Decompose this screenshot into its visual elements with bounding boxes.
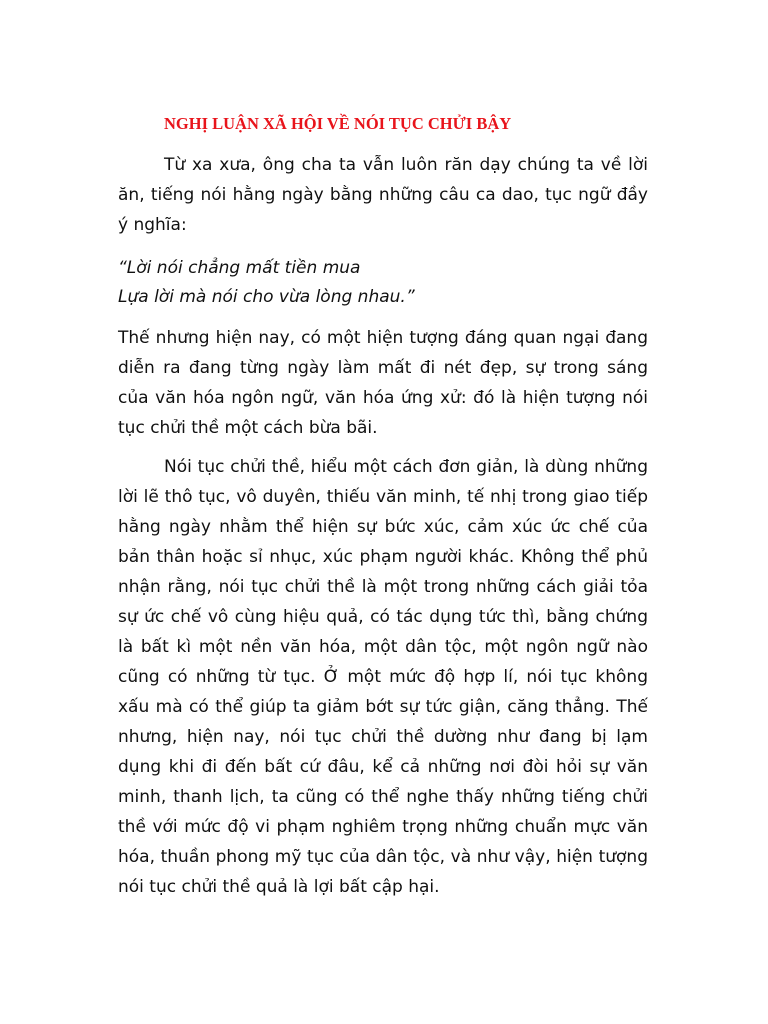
document-title: NGHỊ LUẬN XÃ HỘI VỀ NÓI TỤC CHỬI BẬY bbox=[164, 114, 512, 133]
paragraph-intro: Từ xa xưa, ông cha ta vẫn luôn răn dạy chúng ta về lời ăn, tiếng nói hằng ngày bằng những câu ca dao, tục ngữ đầy ý nghĩa: bbox=[118, 155, 648, 235]
quote-line-1: “Lời nói chẳng mất tiền mua bbox=[118, 258, 361, 278]
quote-line-2: Lựa lời mà nói cho vừa lòng nhau.” bbox=[118, 287, 415, 307]
paragraph-definition: Nói tục chửi thề, hiểu một cách đơn giản, là dùng những lời lẽ thô tục, vô duyên, thiếu văn minh, tế nhị trong giao tiếp hằng ngày nhằm thể hiện sự bức xúc, cảm xúc ức chế của bản thân hoặc sỉ nhục, xúc phạm người khác. Không thể phủ nhận rằng, nói tục chửi thề là một trong những cách giải tỏa sự ức chế vô cùng hiệu quả, có tác dụng tức thì, bằng chứng là bất kì một nền văn hóa, một dân tộc, một ngôn ngữ nào cũng có những từ tục. Ở một mức độ hợp lí, nói tục không xấu mà có thể giúp ta giảm bớt sự tức giận, căng thẳng. Thế nhưng, hiện nay, nói tục chửi thề dường như đang bị lạm dụng khi đi đến bất cứ đâu, kể cả những nơi đòi hỏi sự văn minh, thanh lịch, ta cũng có thể nghe thấy những tiếng chửi thề với mức độ vi phạm nghiêm trọng những chuẩn mực văn hóa, thuần phong mỹ tục của dân tộc, và như vậy, hiện tượng nói tục chửi thề quả là lợi bất cập hại. bbox=[118, 457, 648, 897]
paragraph-issue: Thế nhưng hiện nay, có một hiện tượng đáng quan ngại đang diễn ra đang từng ngày làm mất đi nét đẹp, sự trong sáng của văn hóa ngôn ngữ, văn hóa ứng xử: đó là hiện tượng nói tục chửi thề một cách bừa bãi. bbox=[118, 328, 648, 438]
proverb-quote bbox=[118, 254, 415, 312]
